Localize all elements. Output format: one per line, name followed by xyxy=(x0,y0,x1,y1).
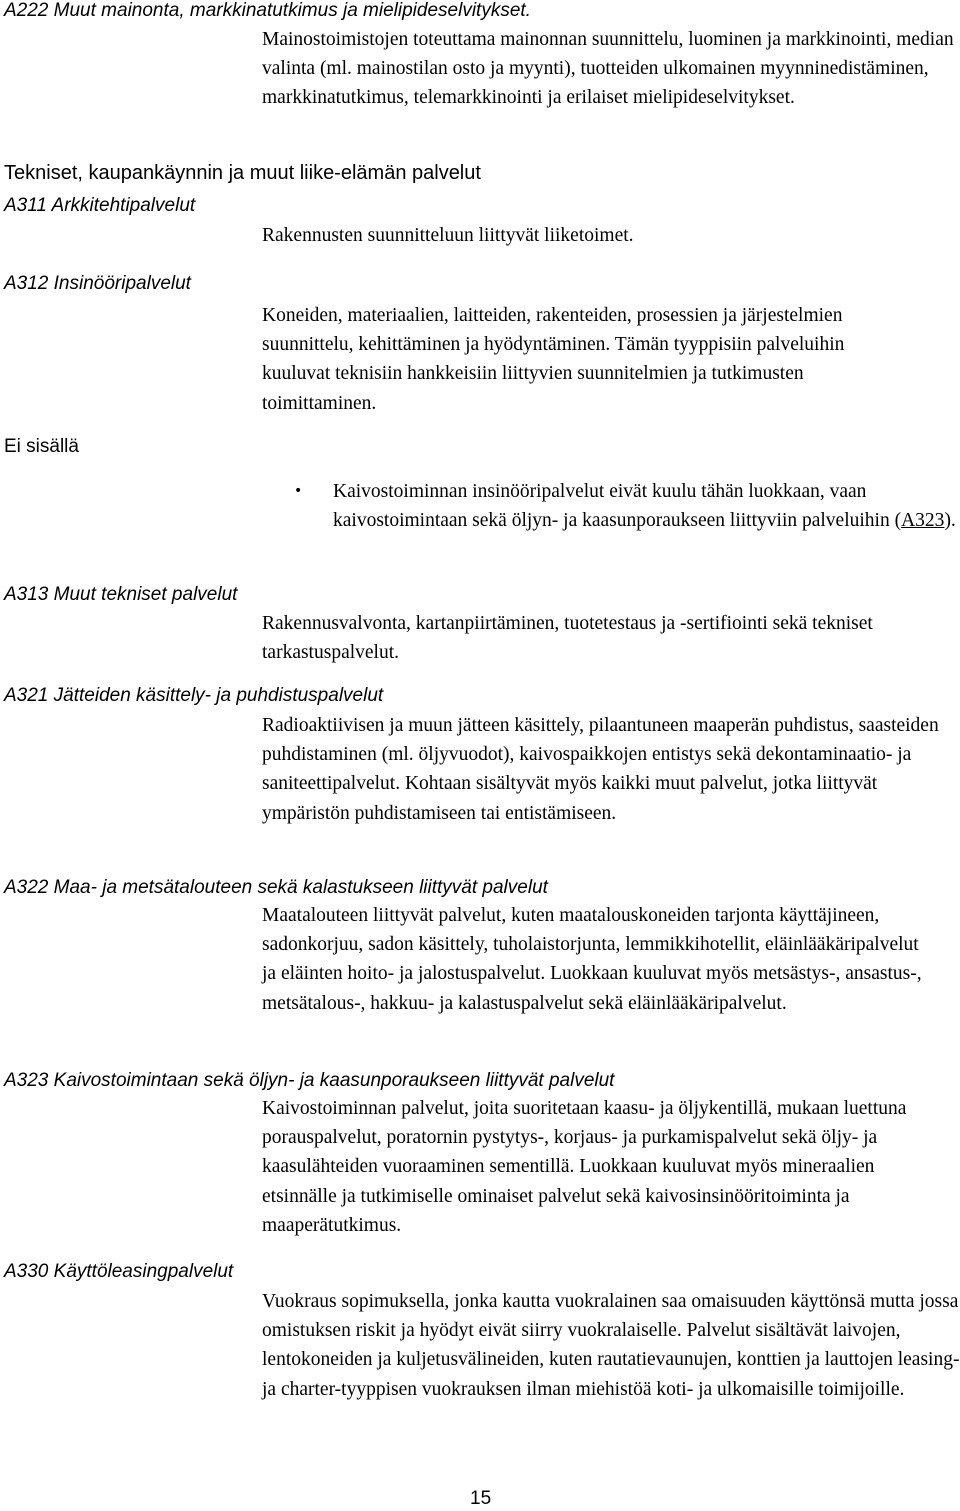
excludes-text-before: Kaivostoiminnan insinööripalvelut eivät kuulu tähän luokkaan, vaan kaivostoimintaan sekä öljyn- ja kaasunporaukseen liittyviin palveluihin ( xyxy=(333,481,902,532)
heading-a312: A312 Insinööripalvelut xyxy=(4,273,191,294)
paragraph-a321: Radioaktiivisen ja muun jätteen käsittely, pilaantuneen maaperän puhdistus, saasteiden puhdistaminen (ml. öljyvuodot), kaivospaikkojen entistys sekä dekontaminaatio- ja saniteettipalvelut. Kohtaan sisältyvät myös kaikki muut palvelut, jotka liittyvät ympäristön puhdistamiseen tai entistämiseen. xyxy=(262,715,939,824)
heading-a313: A313 Muut tekniset palvelut xyxy=(4,584,238,605)
heading-a330: A330 Käyttöleasingpalvelut xyxy=(4,1261,234,1282)
paragraph-a323: Kaivostoiminnan palvelut, joita suoritetaan kaasu- ja öljykentillä, mukaan luettuna porauspalvelut, poratornin pystytys-, korjaus- ja purkamispalvelut sekä öljy- ja kaasulähteiden vuoraaminen sementillä. Luokkaan kuuluvat myös mineraalien etsinnälle ja tutkimiselle ominaiset palvelut sekä kaivosinsinööritoiminta ja maaperätutkimus. xyxy=(262,1098,907,1236)
heading-a323: A323 Kaivostoimintaan sekä öljyn- ja kaasunporaukseen liittyvät palvelut xyxy=(4,1070,615,1091)
page-number: 15 xyxy=(470,1488,492,1509)
heading-a322: A322 Maa- ja metsätalouteen sekä kalastukseen liittyvät palvelut xyxy=(4,877,548,898)
reference-link-a323[interactable]: A323 xyxy=(901,510,945,532)
section-title: Tekniset, kaupankäynnin ja muut liike-elämän palvelut xyxy=(4,162,481,184)
paragraph-a222: Mainostoimistojen toteuttama mainonnan suunnittelu, luominen ja markkinointi, median valinta (ml. mainostilan osto ja myynti), tuotteiden ulkomainen myynninedistäminen, markkinatutkimus, telemarkkinointi ja erilaiset mielipideselvitykset. xyxy=(262,29,954,109)
paragraph-a312: Koneiden, materiaalien, laitteiden, rakenteiden, prosessien ja järjestelmien suunnittelu, kehittäminen ja hyödyntäminen. Tämän tyyppisiin palveluihin kuuluvat teknisiin hankkeisiin liittyvien suunnitelmien ja tutkimusten toimittaminen. xyxy=(262,305,845,414)
paragraph-a330: Vuokraus sopimuksella, jonka kautta vuokralainen saa omaisuuden käyttönsä mutta jossa omistuksen riskit ja hyödyt eivät siirry vuokralaiselle. Palvelut sisältävät laivojen, lentokoneiden ja kuljetusvälineiden, kuten rautatievaunujen, konttien ja lauttojen leasing- ja charter-tyyppisen vuokrauksen ilman miehistöä koti- ja ulkomaisille toimijoille. xyxy=(262,1291,960,1400)
excludes-list-item-text xyxy=(333,477,960,535)
paragraph-a322: Maatalouteen liittyvät palvelut, kuten maatalouskoneiden tarjonta käyttäjineen, sadonkorjuu, sadon käsittely, tuholaistorjunta, lemmikkihotellit, eläinlääkäripalvelut ja eläinten hoito- ja jalostuspalvelut. Luokkaan kuuluvat myös metsästys-, ansastus-, metsätalous-, hakkuu- ja kalastuspalvelut sekä eläinlääkäripalvelut. xyxy=(262,905,922,1014)
heading-a222: A222 Muut mainonta, markkinatutkimus ja mielipideselvitykset. xyxy=(4,0,531,21)
bullet-icon: • xyxy=(294,483,303,499)
heading-a311: A311 Arkkitehtipalvelut xyxy=(4,195,196,216)
heading-a321: A321 Jätteiden käsittely- ja puhdistuspalvelut xyxy=(4,685,384,706)
excludes-text-after: ). xyxy=(944,510,956,532)
paragraph-a311: Rakennusten suunnitteluun liittyvät liiketoimet. xyxy=(262,225,634,246)
excludes-label: Ei sisällä xyxy=(4,436,79,457)
paragraph-a313: Rakennusvalvonta, kartanpiirtäminen, tuotetestaus ja -sertifiointi sekä tekniset tarkastuspalvelut. xyxy=(262,613,873,664)
